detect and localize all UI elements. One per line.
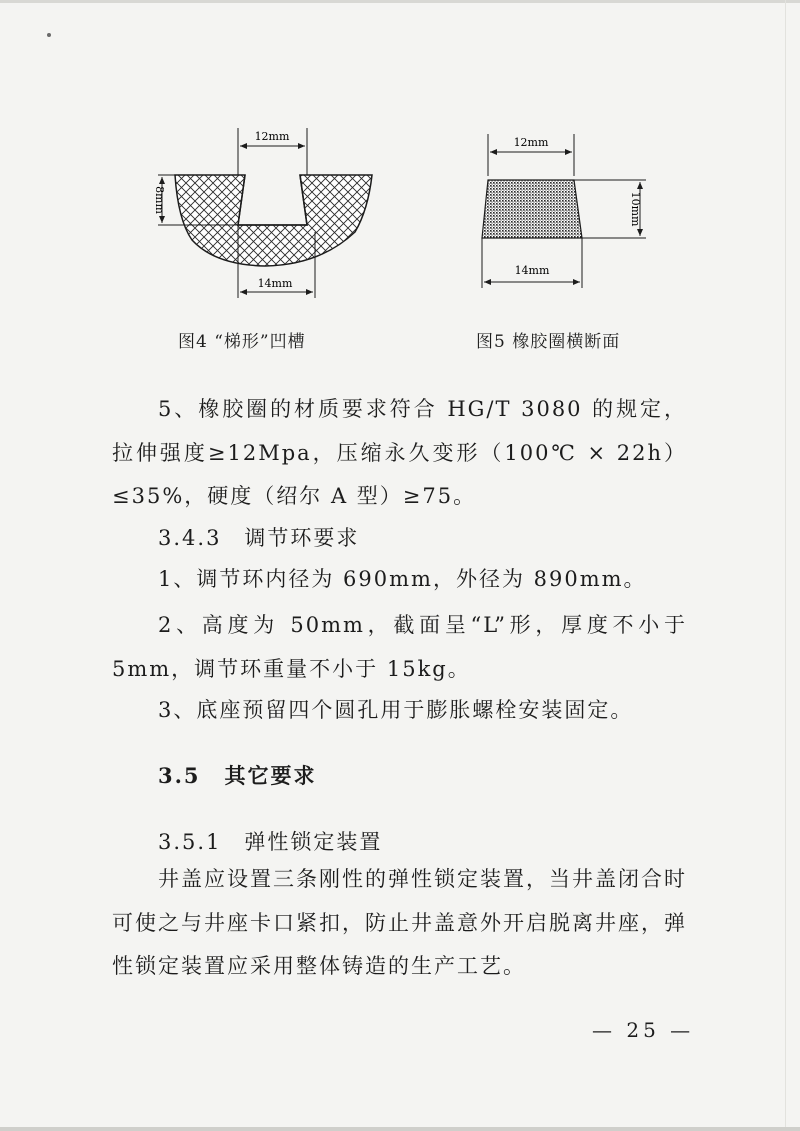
- page-number: — 25 —: [592, 1018, 695, 1042]
- fig5-side-label: 10mm: [629, 191, 642, 227]
- section-3-5-1-heading: 3.5.1 弹性锁定装置: [158, 830, 383, 854]
- elastic-lock-paragraph: 井盖应设置三条刚性的弹性锁定装置，当井盖闭合时可使之与井座卡口紧扣，防止井盖意外开启脱离井座，弹性锁定装置应采用整体铸造的生产工艺。: [112, 867, 687, 978]
- section-3-5-number: 3.5: [158, 763, 201, 788]
- page-right-edge: [785, 0, 786, 1131]
- fig4-top-label: 12mm: [254, 130, 290, 143]
- rubber-ring-material-paragraph: 5、橡胶圈的材质要求符合 HG/T 3080 的规定，拉伸强度≥12Mpa，压缩永久变形（100℃ × 22h）≤35%，硬度（绍尔 A 型）≥75。: [112, 397, 687, 508]
- fig4-side-label: 8mm: [153, 186, 166, 214]
- fig4-bottom-label: 14mm: [257, 277, 293, 290]
- figure-5-drawing: [478, 128, 668, 298]
- page-top-edge: [0, 0, 800, 3]
- adjusting-ring-item-1: 1、调节环内径为 690mm，外径为 890mm。: [158, 567, 647, 591]
- section-3-5-title: 其它要求: [224, 763, 317, 788]
- fig5-top-label: 12mm: [513, 136, 549, 149]
- fig4-caption: 图4 “梯形”凹槽: [178, 332, 306, 352]
- groove-body-shape: [175, 175, 372, 266]
- section-3-4-3-heading: 3.4.3 调节环要求: [158, 526, 360, 550]
- rubber-ring-section-shape: [482, 180, 582, 238]
- adjusting-ring-item-3: 3、底座预留四个圆孔用于膨胀螺栓安装固定。: [158, 698, 634, 722]
- page-bottom-edge: [0, 1127, 800, 1131]
- fig5-bottom-label: 14mm: [514, 264, 550, 277]
- scan-mark: [47, 33, 51, 37]
- figure-4-trapezoid-groove: [150, 120, 390, 305]
- figure-5-rubber-ring-section: [478, 128, 668, 298]
- adjusting-ring-item-2: 2、高度为 50mm，截面呈“L”形，厚度不小于5mm，调节环重量不小于 15kg。: [112, 613, 687, 681]
- fig5-caption: 图5 橡胶圈横断面: [476, 332, 621, 352]
- figure-4-drawing: [150, 120, 390, 305]
- section-3-5-heading: [158, 760, 317, 792]
